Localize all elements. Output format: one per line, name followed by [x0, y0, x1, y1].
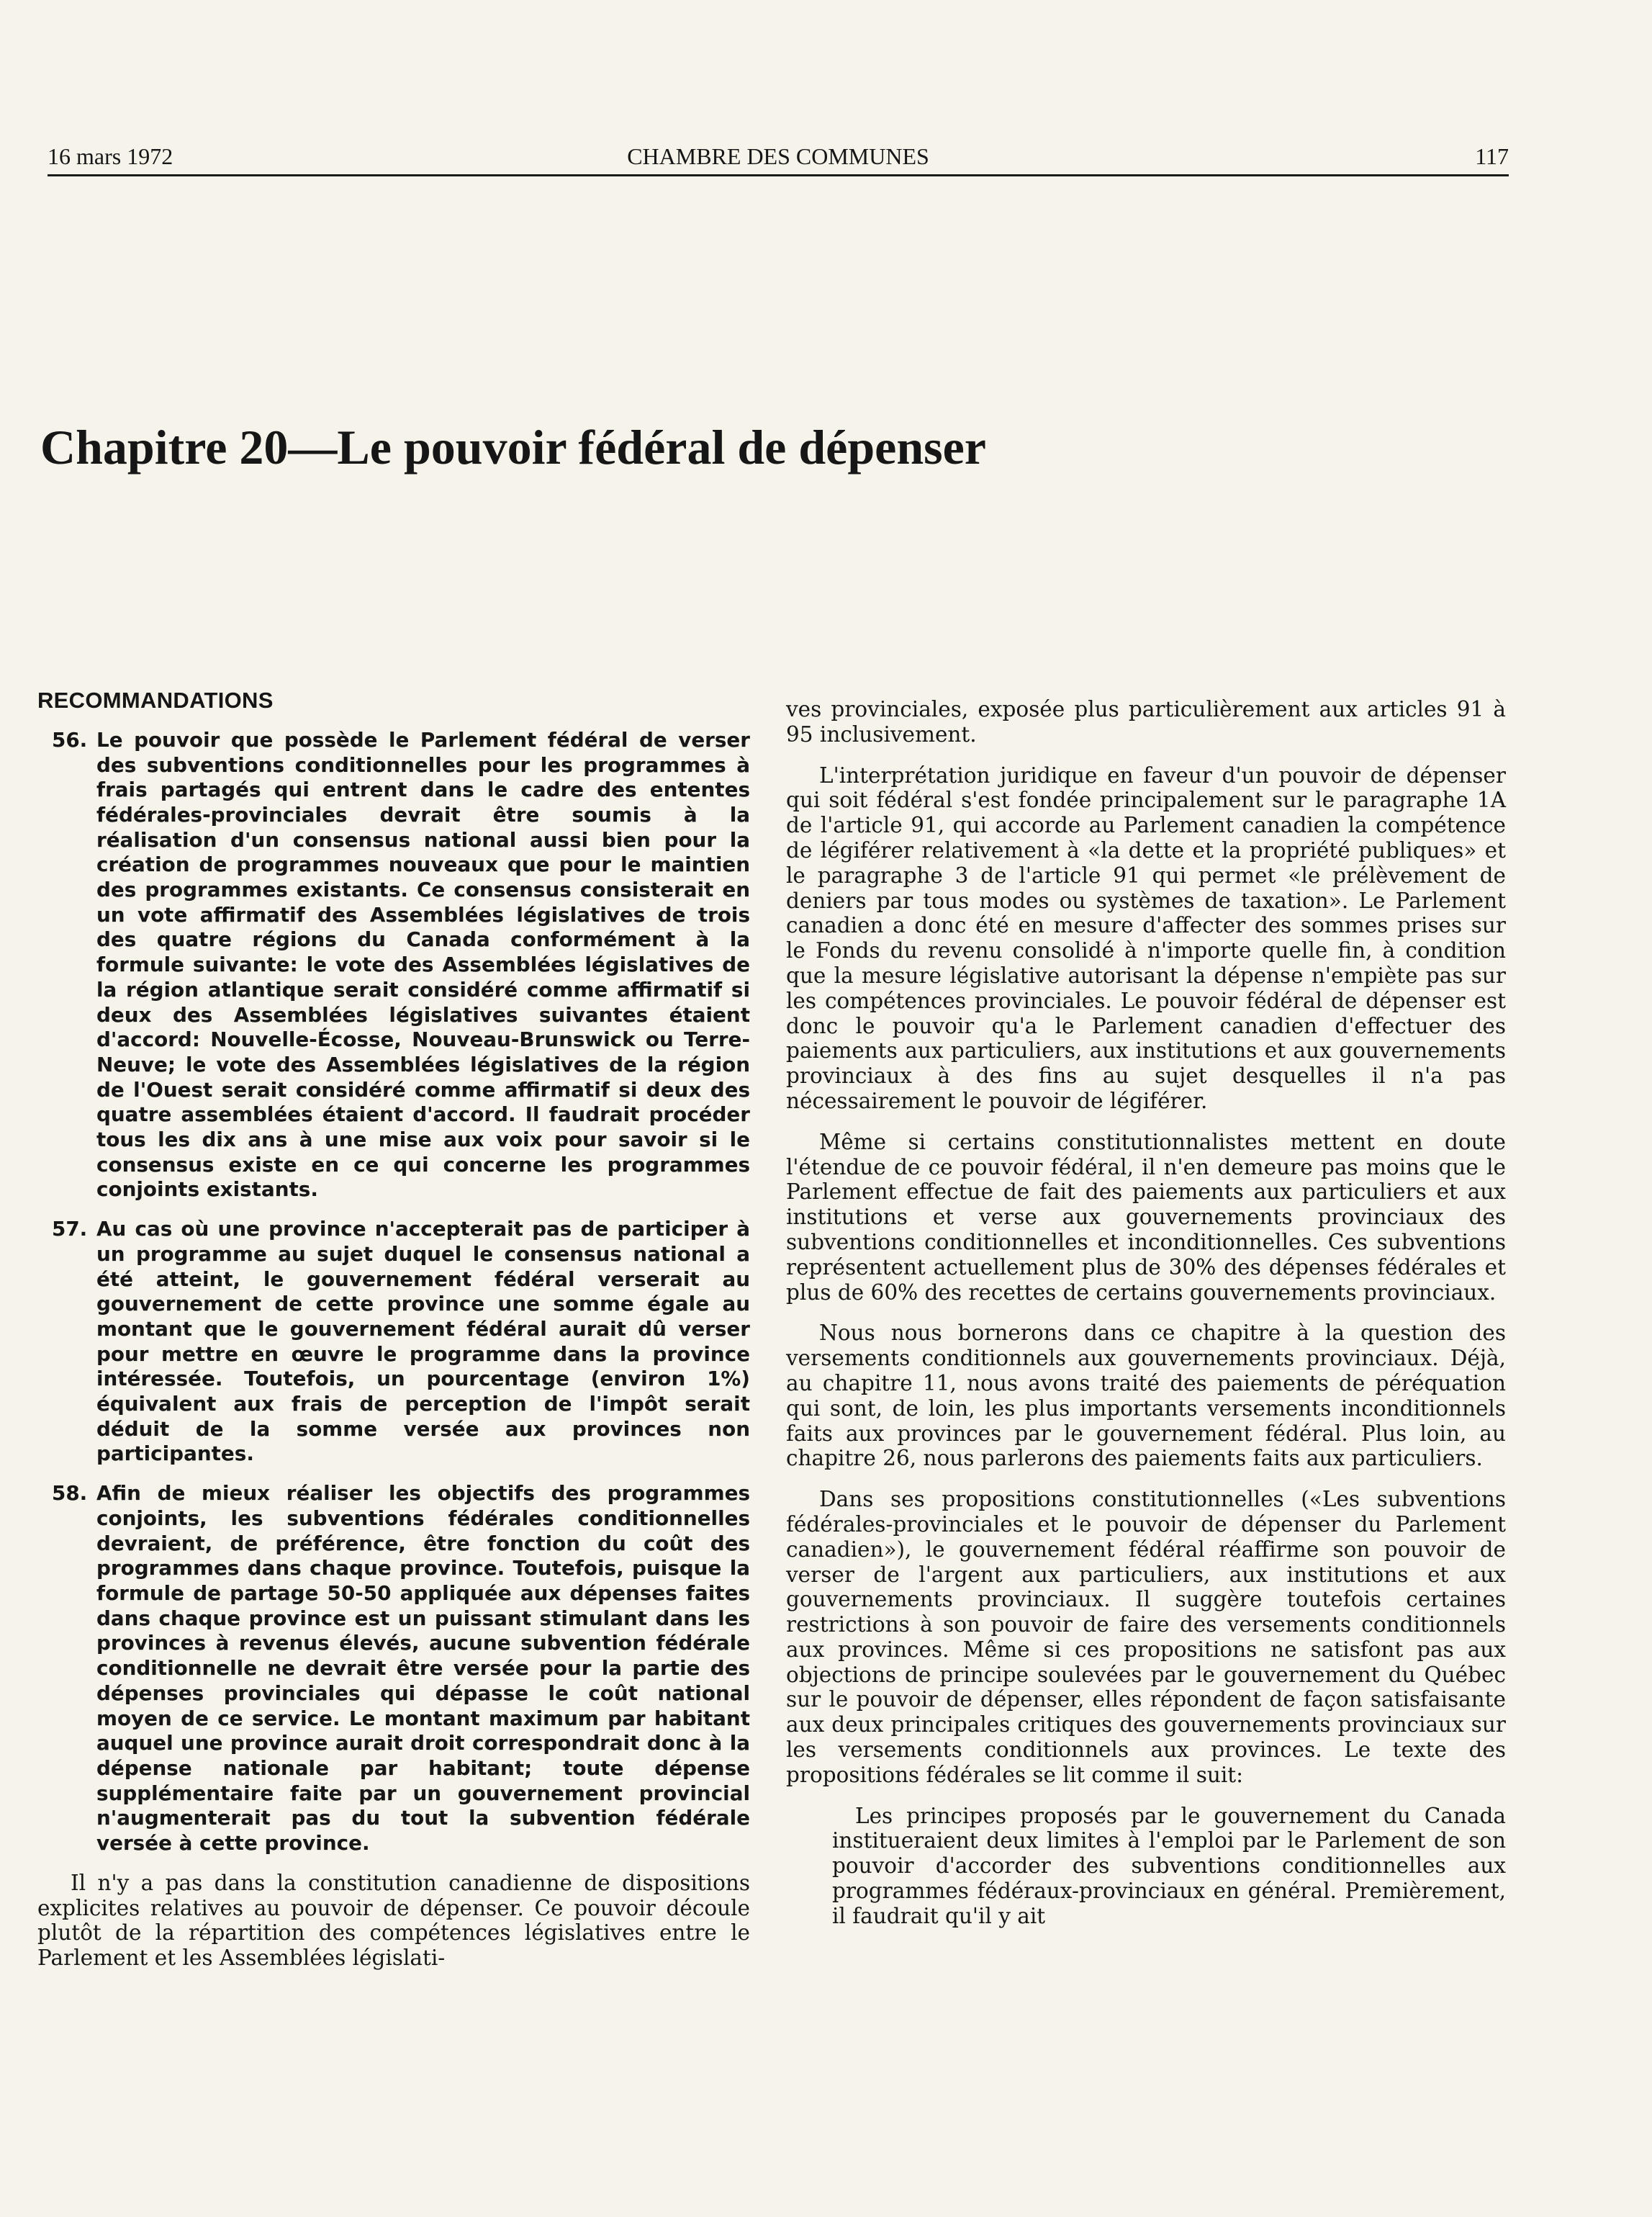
recommendation-number: 57.	[52, 1217, 88, 1241]
recommendation-text: Au cas où une province n'accepterait pas de participer à un programme au sujet duquel le consensus national a été atteint, le gouvernement fédéral verserait au gouvernement de cette province une somme égale au montant que le gouvernement fédéral aurait dû verser pour mettre en œuvre le programme dans la province intéressée. Toutefois, un pourcentage (environ 1%) équivalent aux frais de perception de l'impôt serait déduit de la somme versée aux provinces non participantes.	[96, 1217, 750, 1466]
recommendation-58	[37, 1481, 750, 1856]
recommendation-number: 56.	[52, 727, 88, 752]
page-number: 117	[1475, 143, 1509, 169]
recommendation-57	[37, 1217, 750, 1467]
body-paragraph: L'interprétation juridique en faveur d'un pouvoir de dépenser qui soit fédéral s'est fondée principalement sur le paragraphe 1A de l'article 91, qui accorde au Parlement canadien la compétence de légiférer relativement à «la dette et la propriété publiques» et le paragraphe 3 de l'article 91 qui permet «le prélèvement de deniers par tous modes ou systèmes de taxation». Le Parlement canadien a donc été en mesure d'affecter des sommes prises sur le Fonds du revenu consolidé à n'importe quelle fin, à condition que la mesure législative autorisant la dépense n'empiète pas sur les compétences provinciales. Le pouvoir fédéral de dépenser est donc le pouvoir qu'a le Parlement canadien d'effectuer des paiements aux particuliers, aux institutions et aux gouvernements provinciaux à des fins au sujet desquelles il n'a pas nécessairement le pouvoir de légiférer.	[786, 763, 1506, 1113]
body-paragraph: Nous nous bornerons dans ce chapitre à la question des versements conditionnels aux gouvernements provinciaux. Déjà, au chapitre 11, nous avons traité des paiements de péréquation qui sont, de loin, les plus importants versements inconditionnels faits aux provinces par le gouvernement fédéral. Plus loin, au chapitre 26, nous parlerons des paiements faits aux particuliers.	[786, 1321, 1506, 1471]
left-column	[37, 685, 750, 1987]
block-quote: Les principes proposés par le gouvernement du Canada institueraient deux limites à l'emploi par le Parlement de son pouvoir d'accorder des subventions conditionnelles aux programmes fédéraux-provinciaux en général. Premièrement, il faudrait qu'il y ait	[832, 1803, 1506, 1928]
recommendation-text: Le pouvoir que possède le Parlement fédéral de verser des subventions conditionnelles pour les programmes à frais partagés qui entrent dans le cadre des ententes fédérales-provinciales devrait être soumis à la réalisation d'un consensus national aussi bien pour la création de programmes nouveaux que pour le maintien des programmes existants. Ce consensus consisterait en un vote affirmatif des Assemblées législatives de trois des quatre régions du Canada conformément à la formule suivante: le vote des Assemblées législatives de la région atlantique serait considéré comme affirmatif si deux des Assemblées législatives suivantes étaient d'accord: Nouvelle-Écosse, Nouveau-Brunswick ou Terre-Neuve; le vote des Assemblées législatives de la région de l'Ouest serait considéré comme affirmatif si deux des quatre assemblées étaient d'accord. Il faudrait procéder tous les dix ans à une mise aux voix pour savoir si le consensus existe en ce qui concerne les programmes conjoints existants.	[96, 727, 750, 1202]
page-header	[48, 143, 1509, 176]
recommendation-text: Afin de mieux réaliser les objectifs des programmes conjoints, les subventions fédérales conditionnelles devraient, de préférence, être fonction du coût des programmes dans chaque province. Toutefois, puisque la formule de partage 50-50 appliquée aux dépenses faites dans chaque province est un puissant stimulant dans les provinces à revenus élevés, aucune subvention fédérale conditionnelle ne devrait être versée pour la partie des dépenses provinciales qui dépasse le coût national moyen de ce service. Le montant maximum par habitant auquel une province aurait droit correspondrait donc à la dépense nationale par habitant; toute dépense supplémentaire faite par un gouvernement provincial n'augmenterait pas du tout la subvention fédérale versée à cette province.	[96, 1481, 750, 1856]
body-paragraph: Même si certains constitutionnalistes mettent en doute l'étendue de ce pouvoir fédéral, il n'en demeure pas moins que le Parlement effectue de fait des paiements aux particuliers et aux institutions et verse aux gouvernements provinciaux des subventions conditionnelles et inconditionnelles. Ces subventions représentent actuellement plus de 30% des dépenses fédérales et plus de 60% des recettes de certains gouvernements provinciaux.	[786, 1129, 1506, 1305]
continued-paragraph: ves provinciales, exposée plus particulièrement aux articles 91 à 95 inclusivement.	[786, 697, 1506, 747]
right-column	[786, 697, 1506, 1929]
chapter-title: Chapitre 20—Le pouvoir fédéral de dépenser	[40, 420, 986, 475]
recommendation-56	[37, 728, 750, 1202]
body-paragraph: Il n'y a pas dans la constitution canadienne de dispositions explicites relatives au pouvoir de dépenser. Ce pouvoir découle plutôt de la répartition des compétences législatives entre le Parlement et les Assemblées législati-	[37, 1870, 750, 1971]
header-publication: CHAMBRE DES COMMUNES	[627, 143, 929, 169]
recommendation-number: 58.	[52, 1481, 88, 1506]
header-date: 16 mars 1972	[48, 143, 173, 169]
body-paragraph: Dans ses propositions constitutionnelles («Les subventions fédérales-provinciales et le pouvoir de dépenser du Parlement canadien»), le gouvernement fédéral réaffirme son pouvoir de verser de l'argent aux particuliers, aux institutions et aux gouvernements provinciaux. Il suggère toutefois certaines restrictions à son pouvoir de faire des versements conditionnels aux provinces. Même si ces propositions ne satisfont pas aux objections de principe soulevées par le gouvernement du Québec sur le pouvoir de dépenser, elles répondent de façon satisfaisante aux deux principales critiques des gouvernements provinciaux sur les versements conditionnels aux provinces. Le texte des propositions fédérales se lit comme il suit:	[786, 1487, 1506, 1787]
recommendations-heading: RECOMMANDATIONS	[37, 688, 274, 713]
